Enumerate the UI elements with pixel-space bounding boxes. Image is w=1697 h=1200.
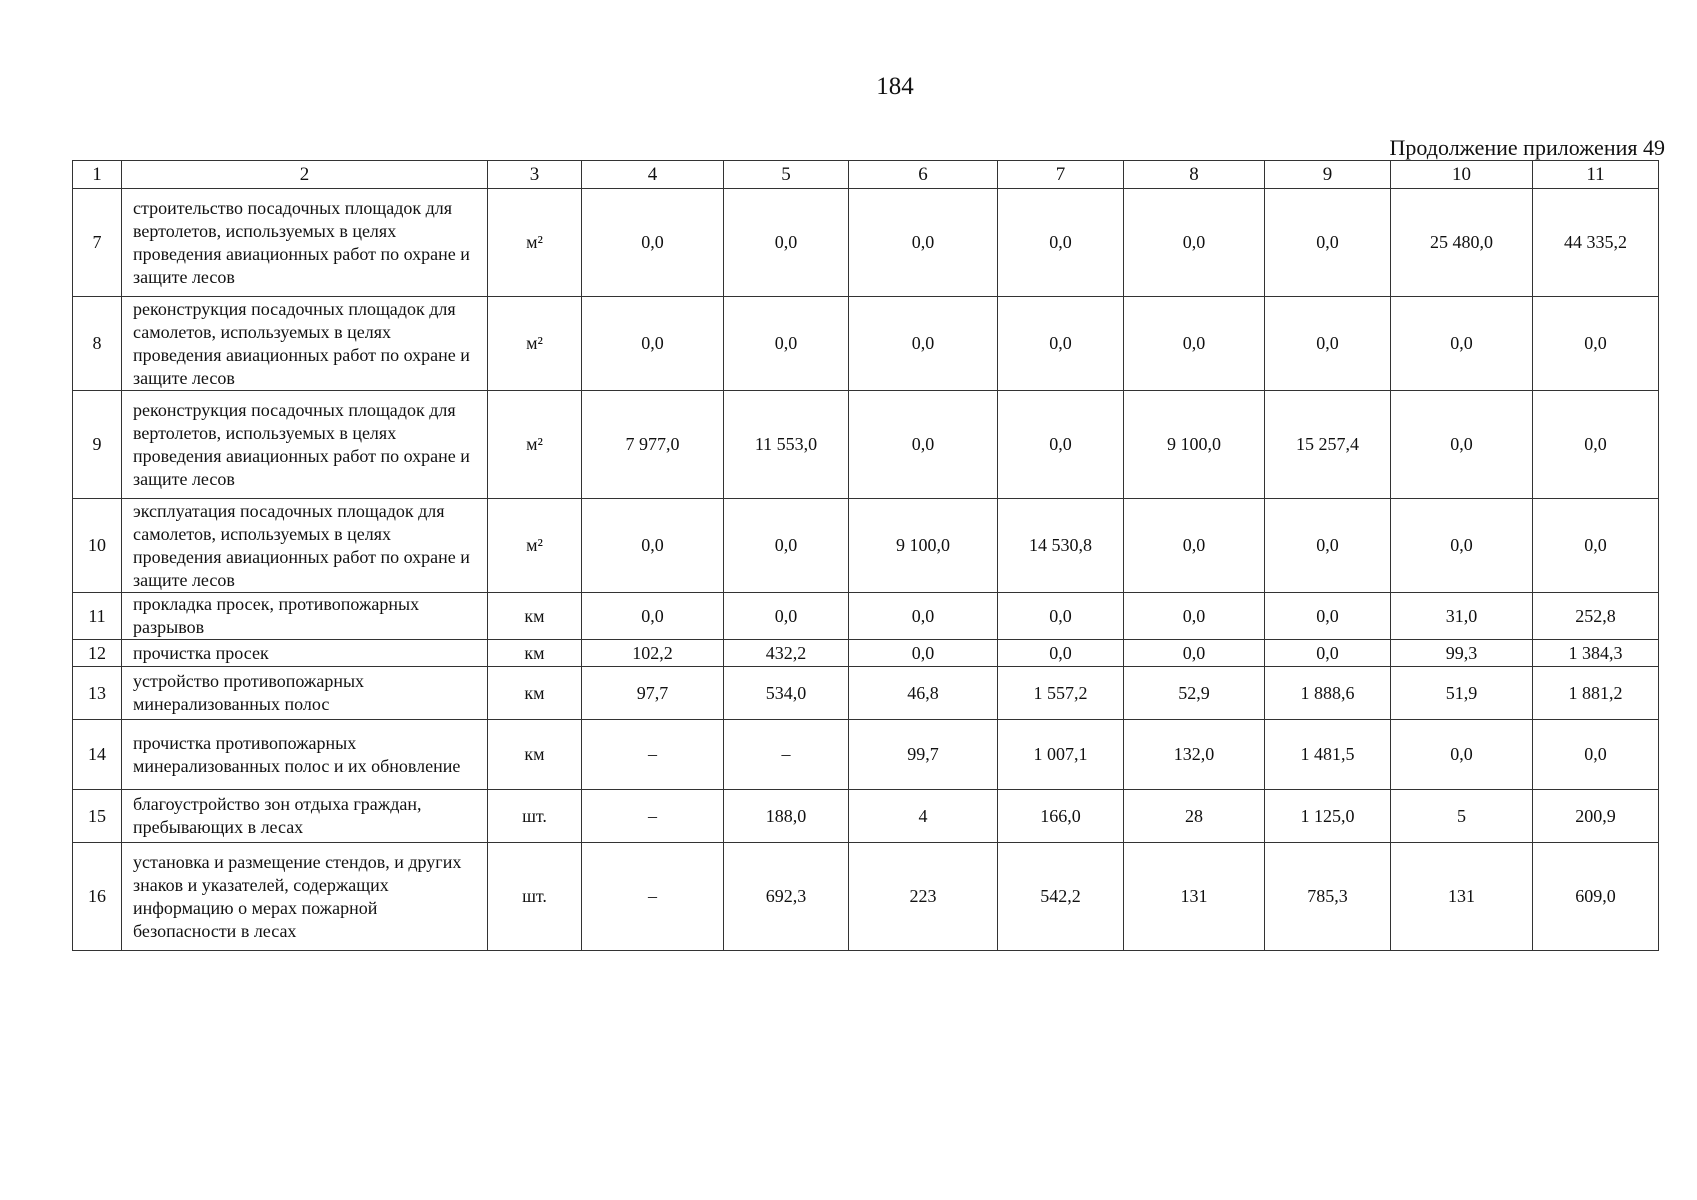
row-description: реконструкция посадочных площадок для вертолетов, используемых в целях проведения авиационных работ по охране и защите лесов — [122, 391, 488, 499]
row-value: 0,0 — [582, 499, 724, 593]
row-number: 10 — [73, 499, 122, 593]
row-value: 0,0 — [849, 593, 998, 640]
column-header: 3 — [488, 161, 582, 189]
row-description: строительство посадочных площадок для вертолетов, используемых в целях проведения авиационных работ по охране и защите лесов — [122, 189, 488, 297]
row-value: 0,0 — [1533, 720, 1659, 790]
row-value: 0,0 — [998, 593, 1124, 640]
page-number: 184 — [876, 73, 914, 100]
row-value: 99,7 — [849, 720, 998, 790]
row-value: 0,0 — [724, 499, 849, 593]
row-value: 0,0 — [998, 297, 1124, 391]
column-header: 6 — [849, 161, 998, 189]
row-value: 25 480,0 — [1391, 189, 1533, 297]
row-description: прочистка противопожарных минерализованных полос и их обновление — [122, 720, 488, 790]
row-value: 0,0 — [849, 640, 998, 667]
row-value: 99,3 — [1391, 640, 1533, 667]
table-row — [73, 391, 1659, 499]
row-value: 46,8 — [849, 667, 998, 720]
row-value: 0,0 — [1391, 297, 1533, 391]
row-value: 0,0 — [1265, 297, 1391, 391]
column-header: 10 — [1391, 161, 1533, 189]
row-value: 0,0 — [998, 640, 1124, 667]
row-description: устройство противопожарных минерализованных полос — [122, 667, 488, 720]
row-value: 102,2 — [582, 640, 724, 667]
table-row — [73, 843, 1659, 951]
row-unit: шт. — [488, 843, 582, 951]
row-value: 692,3 — [724, 843, 849, 951]
row-number: 8 — [73, 297, 122, 391]
column-header: 5 — [724, 161, 849, 189]
table-row — [73, 640, 1659, 667]
row-value: 7 977,0 — [582, 391, 724, 499]
data-table — [72, 160, 1659, 951]
row-number: 14 — [73, 720, 122, 790]
column-header: 7 — [998, 161, 1124, 189]
column-header: 2 — [122, 161, 488, 189]
row-description: прокладка просек, противопожарных разрывов — [122, 593, 488, 640]
row-value: 15 257,4 — [1265, 391, 1391, 499]
row-value: 0,0 — [1265, 640, 1391, 667]
row-number: 11 — [73, 593, 122, 640]
row-value: 1 888,6 — [1265, 667, 1391, 720]
row-description: реконструкция посадочных площадок для самолетов, используемых в целях проведения авиационных работ по охране и защите лесов — [122, 297, 488, 391]
row-value: 31,0 — [1391, 593, 1533, 640]
column-header: 9 — [1265, 161, 1391, 189]
row-value: 0,0 — [1391, 720, 1533, 790]
row-unit: шт. — [488, 790, 582, 843]
row-value: 0,0 — [1124, 640, 1265, 667]
table-row — [73, 189, 1659, 297]
row-value: 0,0 — [1533, 297, 1659, 391]
row-number: 15 — [73, 790, 122, 843]
column-header: 4 — [582, 161, 724, 189]
row-value: 28 — [1124, 790, 1265, 843]
row-description: установка и размещение стендов, и других знаков и указателей, содержащих информацию о мерах пожарной безопасности в лесах — [122, 843, 488, 951]
row-value: 131 — [1391, 843, 1533, 951]
row-number: 7 — [73, 189, 122, 297]
table-row — [73, 297, 1659, 391]
row-value: – — [582, 720, 724, 790]
table-row — [73, 667, 1659, 720]
row-value: 252,8 — [1533, 593, 1659, 640]
row-description: благоустройство зон отдыха граждан, пребывающих в лесах — [122, 790, 488, 843]
row-value: – — [582, 843, 724, 951]
row-value: 0,0 — [1124, 593, 1265, 640]
row-value: 534,0 — [724, 667, 849, 720]
row-value: 0,0 — [1265, 189, 1391, 297]
row-value: 223 — [849, 843, 998, 951]
row-value: 14 530,8 — [998, 499, 1124, 593]
row-value: 11 553,0 — [724, 391, 849, 499]
row-value: 0,0 — [1124, 189, 1265, 297]
row-value: – — [582, 790, 724, 843]
row-value: 609,0 — [1533, 843, 1659, 951]
row-value: 1 481,5 — [1265, 720, 1391, 790]
row-unit: км — [488, 593, 582, 640]
row-value: 97,7 — [582, 667, 724, 720]
row-value: 0,0 — [1391, 391, 1533, 499]
row-value: 0,0 — [1124, 499, 1265, 593]
row-unit: м² — [488, 297, 582, 391]
row-value: 0,0 — [1265, 499, 1391, 593]
row-value: 785,3 — [1265, 843, 1391, 951]
row-unit: км — [488, 667, 582, 720]
row-number: 9 — [73, 391, 122, 499]
row-value: 1 881,2 — [1533, 667, 1659, 720]
column-header: 11 — [1533, 161, 1659, 189]
row-value: 0,0 — [724, 297, 849, 391]
row-value: 166,0 — [998, 790, 1124, 843]
row-description: эксплуатация посадочных площадок для самолетов, используемых в целях проведения авиационных работ по охране и защите лесов — [122, 499, 488, 593]
row-value: 1 384,3 — [1533, 640, 1659, 667]
table-row — [73, 720, 1659, 790]
row-unit: м² — [488, 499, 582, 593]
row-number: 16 — [73, 843, 122, 951]
row-value: 4 — [849, 790, 998, 843]
row-value: 0,0 — [1533, 499, 1659, 593]
row-value: 5 — [1391, 790, 1533, 843]
row-value: 1 007,1 — [998, 720, 1124, 790]
row-value: 131 — [1124, 843, 1265, 951]
table-row — [73, 593, 1659, 640]
table-row — [73, 499, 1659, 593]
row-value: 0,0 — [849, 391, 998, 499]
column-header: 1 — [73, 161, 122, 189]
row-value: 9 100,0 — [849, 499, 998, 593]
row-value: 1 125,0 — [1265, 790, 1391, 843]
row-value: 200,9 — [1533, 790, 1659, 843]
row-value: 0,0 — [582, 593, 724, 640]
row-value: 0,0 — [849, 297, 998, 391]
row-value: 52,9 — [1124, 667, 1265, 720]
table-row — [73, 790, 1659, 843]
row-value: 44 335,2 — [1533, 189, 1659, 297]
row-value: 0,0 — [582, 189, 724, 297]
row-value: 0,0 — [998, 391, 1124, 499]
row-value: – — [724, 720, 849, 790]
row-value: 0,0 — [724, 593, 849, 640]
row-value: 132,0 — [1124, 720, 1265, 790]
row-value: 0,0 — [1265, 593, 1391, 640]
row-number: 12 — [73, 640, 122, 667]
row-value: 9 100,0 — [1124, 391, 1265, 499]
row-value: 542,2 — [998, 843, 1124, 951]
row-unit: км — [488, 640, 582, 667]
table-header-row — [73, 161, 1659, 189]
row-value: 1 557,2 — [998, 667, 1124, 720]
row-number: 13 — [73, 667, 122, 720]
row-value: 0,0 — [849, 189, 998, 297]
continuation-label: Продолжение приложения 49 — [1389, 135, 1665, 160]
row-value: 51,9 — [1391, 667, 1533, 720]
row-value: 0,0 — [582, 297, 724, 391]
row-value: 0,0 — [724, 189, 849, 297]
row-unit: м² — [488, 391, 582, 499]
row-value: 0,0 — [1124, 297, 1265, 391]
column-header: 8 — [1124, 161, 1265, 189]
row-value: 432,2 — [724, 640, 849, 667]
row-value: 0,0 — [1391, 499, 1533, 593]
row-value: 0,0 — [998, 189, 1124, 297]
row-value: 0,0 — [1533, 391, 1659, 499]
row-unit: км — [488, 720, 582, 790]
row-value: 188,0 — [724, 790, 849, 843]
row-unit: м² — [488, 189, 582, 297]
row-description: прочистка просек — [122, 640, 488, 667]
